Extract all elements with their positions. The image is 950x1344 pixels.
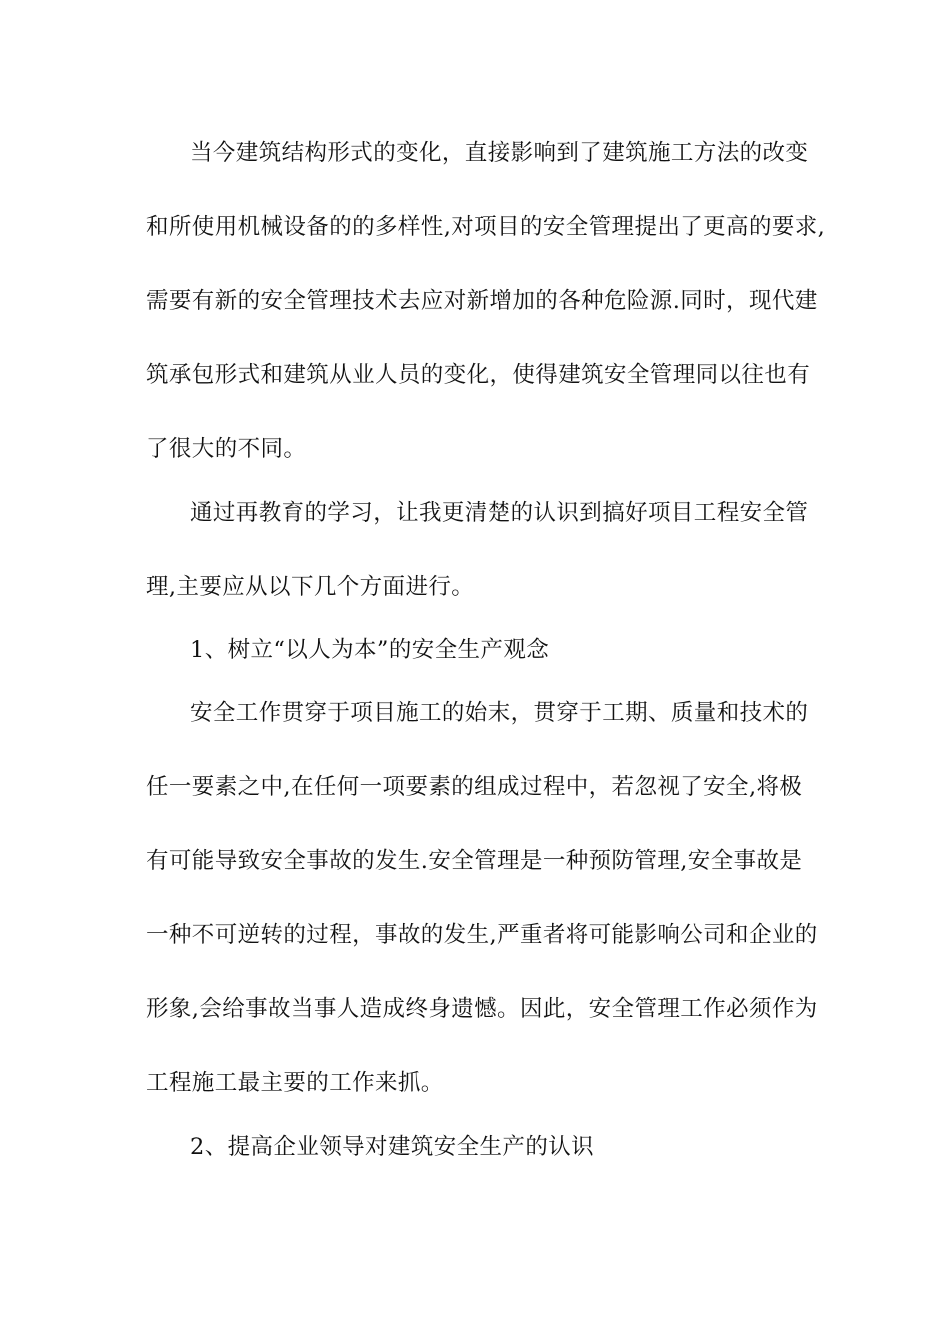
section-heading-1: 1、树立“以人为本”的安全生产观念 — [190, 637, 550, 663]
paragraph-2-line-2: 理,主要应从以下几个方面进行。 — [146, 574, 475, 600]
section-heading-2: 2、提高企业领导对建筑安全生产的认识 — [190, 1134, 595, 1160]
paragraph-3-line-6: 工程施工最主要的工作来抓。 — [146, 1070, 444, 1096]
paragraph-1-line-4: 筑承包形式和建筑从业人员的变化，使得建筑安全管理同以往也有 — [146, 362, 811, 388]
paragraph-2-line-1: 通过再教育的学习，让我更清楚的认识到搞好项目工程安全管 — [190, 500, 809, 526]
paragraph-3-line-5: 形象,会给事故当事人造成终身遗憾。因此，安全管理工作必须作为 — [146, 996, 818, 1022]
paragraph-1-line-2: 和所使用机械设备的的多样性,对项目的安全管理提出了更高的要求, — [146, 214, 826, 240]
paragraph-1-line-5: 了很大的不同。 — [146, 436, 307, 462]
paragraph-3-line-3: 有可能导致安全事故的发生.安全管理是一种预防管理,安全事故是 — [146, 848, 803, 874]
paragraph-3-line-1: 安全工作贯穿于项目施工的始末，贯穿于工期、质量和技术的 — [190, 700, 809, 726]
paragraph-1-line-1: 当今建筑结构形式的变化，直接影响到了建筑施工方法的改变 — [190, 140, 809, 166]
paragraph-3-line-2: 任一要素之中,在任何一项要素的组成过程中，若忽视了安全,将极 — [146, 774, 803, 800]
paragraph-1-line-3: 需要有新的安全管理技术去应对新增加的各种危险源.同时，现代建 — [146, 288, 818, 314]
paragraph-3-line-4: 一种不可逆转的过程，事故的发生,严重者将可能影响公司和企业的 — [146, 922, 818, 948]
